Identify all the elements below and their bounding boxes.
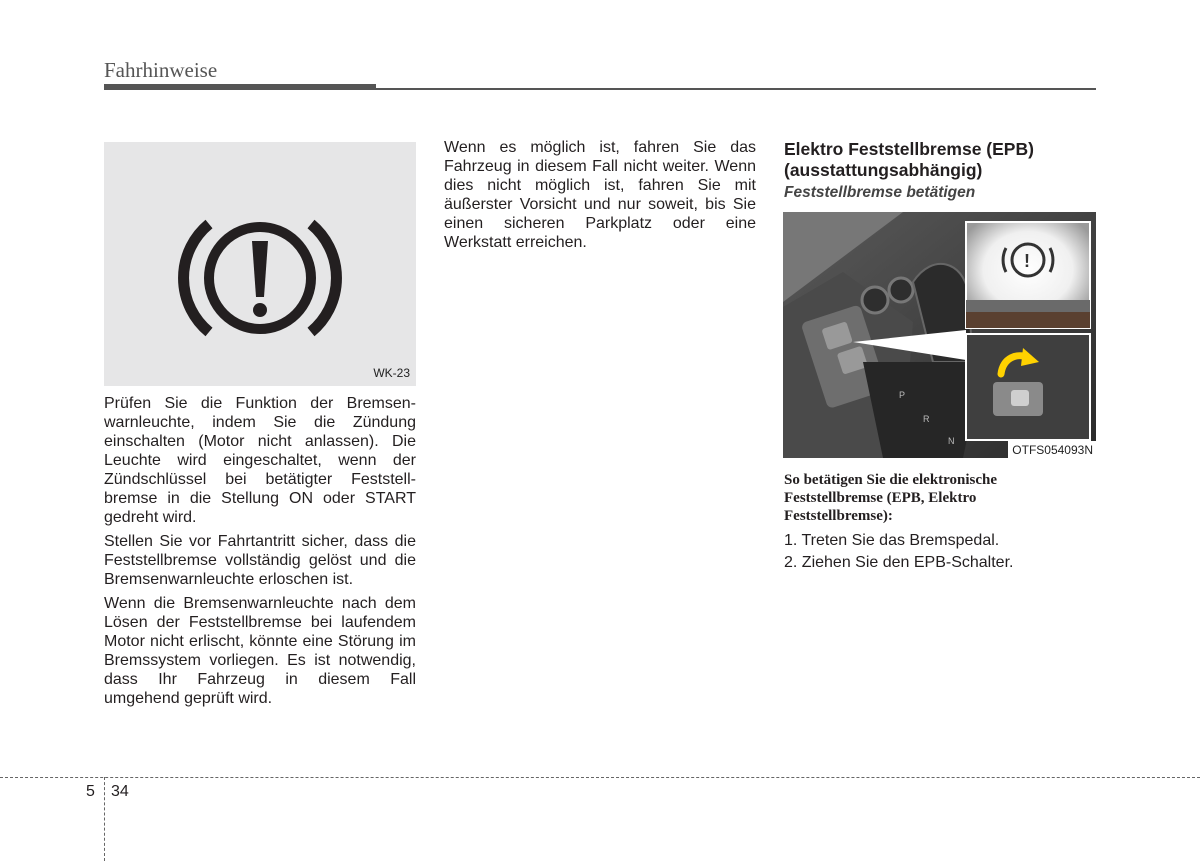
list-item: 1. Treten Sie das Bremspedal. [784, 532, 1000, 549]
list-item: 2. Ziehen Sie den EPB-Schalter. [784, 554, 1014, 571]
paragraph: Stellen Sie vor Fahrtantritt sicher, dass die Feststellbremse vollständig gelöst und die Bremsenwarnleuchte erloschen ist. [104, 533, 416, 588]
page-number: 34 [111, 783, 129, 800]
footer-divider [104, 777, 105, 861]
paragraph: Prüfen Sie die Funktion der Bremsenwarnleuchte, indem Sie die Zündung einschalten (Motor nicht anlassen). Die Leuchte wird eingeschaltet, wenn der Zündschlüssel bei betätigter Feststellbremse in die Stellung ON oder START gedreht wird. [104, 395, 416, 526]
gear-label-n: N [948, 436, 955, 446]
epb-heading: Elektro Feststellbremse (EPB) (ausstattungsabhängig) [784, 139, 1034, 180]
paragraph: Wenn es möglich ist, fahren Sie das Fahrzeug in diesem Fall nicht weiter. Wenn dies nicht möglich ist, fahren Sie mit äußerster Vorsicht und nur soweit, bis Sie einen sicheren Parkplatz oder eine Werkstatt erreichen. [444, 139, 756, 251]
svg-text:!: ! [1024, 251, 1030, 271]
console-illustration [783, 212, 1096, 458]
warning-figure [104, 142, 416, 386]
header-rule-thick [104, 84, 376, 90]
header-rule-thin [376, 88, 1096, 90]
footer-rule [0, 777, 1200, 778]
photo-code: OTFS054093N [1008, 441, 1096, 458]
paragraph: Wenn die Bremsenwarnleuchte nach dem Lösen der Feststellbremse bei laufendem Motor nicht erlischt, könnte eine Störung im Bremssystem vorliegen. Es ist notwendig, dass Ihr Fahrzeug in diesem Fall umgehend geprüft wird. [104, 595, 416, 707]
epb-console-photo [783, 212, 1096, 458]
section-title: Fahrhinweise [104, 58, 218, 82]
brake-warning-icon [174, 204, 346, 352]
left-text-column [104, 394, 416, 713]
figure-code: WK-23 [373, 366, 410, 380]
epb-subheading: Feststellbremse betätigen [784, 184, 976, 201]
gear-label-r: R [923, 414, 930, 424]
middle-text-column [444, 138, 756, 257]
instruction-steps [784, 530, 1013, 574]
chapter-number: 5 [86, 783, 95, 800]
instruction-title: So betätigen Sie die elektronische Feststellbremse (EPB, Elektro Feststellbremse): [784, 472, 998, 524]
gear-label-p: P [899, 390, 906, 400]
